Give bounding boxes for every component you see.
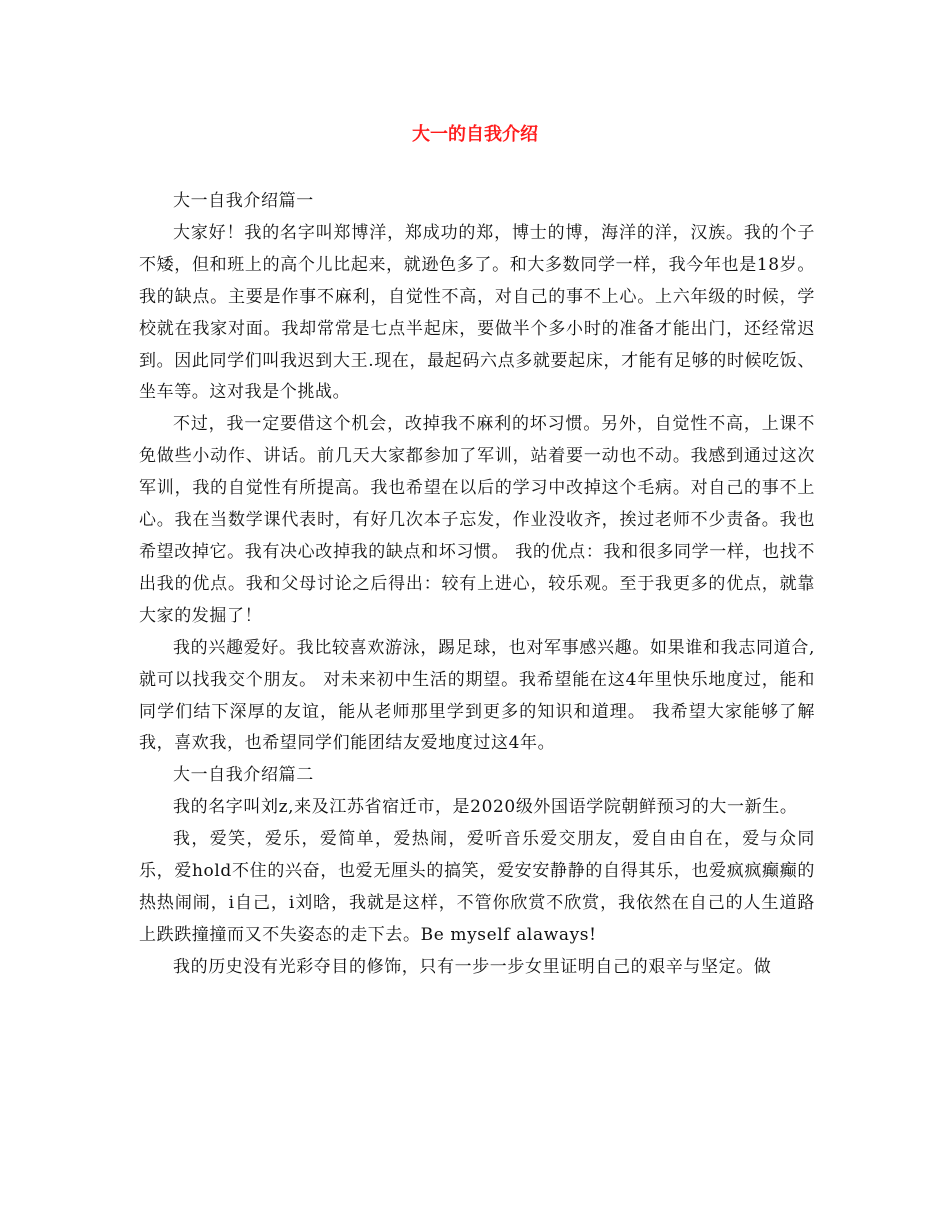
paragraph-2-2: 我，爱笑，爱乐，爱简单，爱热闹，爱听音乐爱交朋友，爱自由自在，爱与众同乐，爱hold不住的兴奋，也爱无厘头的搞笑，爱安安静静的自得其乐，也爱疯疯癫癫的热热闹闹，i自己，i刘晗，我就是这样，不管你欣赏不欣赏，我依然在自己的人生道路上跌跌撞撞而又不失姿态的走下去。Be myself alaways! (139, 829, 815, 945)
paragraph-1-2: 不过，我一定要借这个机会，改掉我不麻利的坏习惯。另外，自觉性不高，上课不免做些小动作、讲话。前几天大家都参加了军训，站着要一动也不动。我感到通过这次军训，我的自觉性有所提高。我也希望在以后的学习中改掉这个毛病。对自己的事不上心。我在当数学课代表时，有好几次本子忘发，作业没收齐，挨过老师不少责备。我也希望改掉它。我有决心改掉我的缺点和坏习惯。 我的优点：我和很多同学一样，也找不出我的优点。我和父母讨论之后得出：较有上进心，较乐观。至于我更多的优点，就靠大家的发掘了！ (139, 414, 815, 626)
document-title: 大一的自我介绍 (412, 124, 538, 145)
paragraph-1-1: 大家好！我的名字叫郑博洋，郑成功的郑，博士的博，海洋的洋，汉族。我的个子不矮，但和班上的高个儿比起来，就逊色多了。和大多数同学一样，我今年也是18岁。 我的缺点。主要是作事不麻利，自觉性不高，对自己的事不上心。上六年级的时候，学校就在我家对面。我却常常是七点半起床，要做半个多小时的准备才能出门，还经常迟到。因此同学们叫我迟到大王.现在，最起码六点多就要起床，才能有足够的时候吃饭、坐车等。这对我是个挑战。 (139, 222, 815, 403)
section-heading-2: 大一自我介绍篇二 (173, 765, 314, 786)
paragraph-1-3: 我的兴趣爱好。我比较喜欢游泳，踢足球，也对军事感兴趣。如果谁和我志同道合,就可以找我交个朋友。 对未来初中生活的期望。我希望能在这4年里快乐地度过，能和同学们结下深厚的友谊，能从老师那里学到更多的知识和道理。 我希望大家能够了解我，喜欢我，也希望同学们能团结友爱地度过这4年。 (139, 637, 815, 754)
paragraph-2-1: 我的名字叫刘z,来及江苏省宿迁市，是2020级外国语学院朝鲜预习的大一新生。 (173, 797, 798, 818)
section-heading-1: 大一自我介绍篇一 (173, 191, 314, 211)
paragraph-2-3: 我的历史没有光彩夺目的修饰，只有一步一步女里证明自己的艰辛与坚定。做 (173, 956, 772, 977)
document-body (139, 186, 815, 984)
